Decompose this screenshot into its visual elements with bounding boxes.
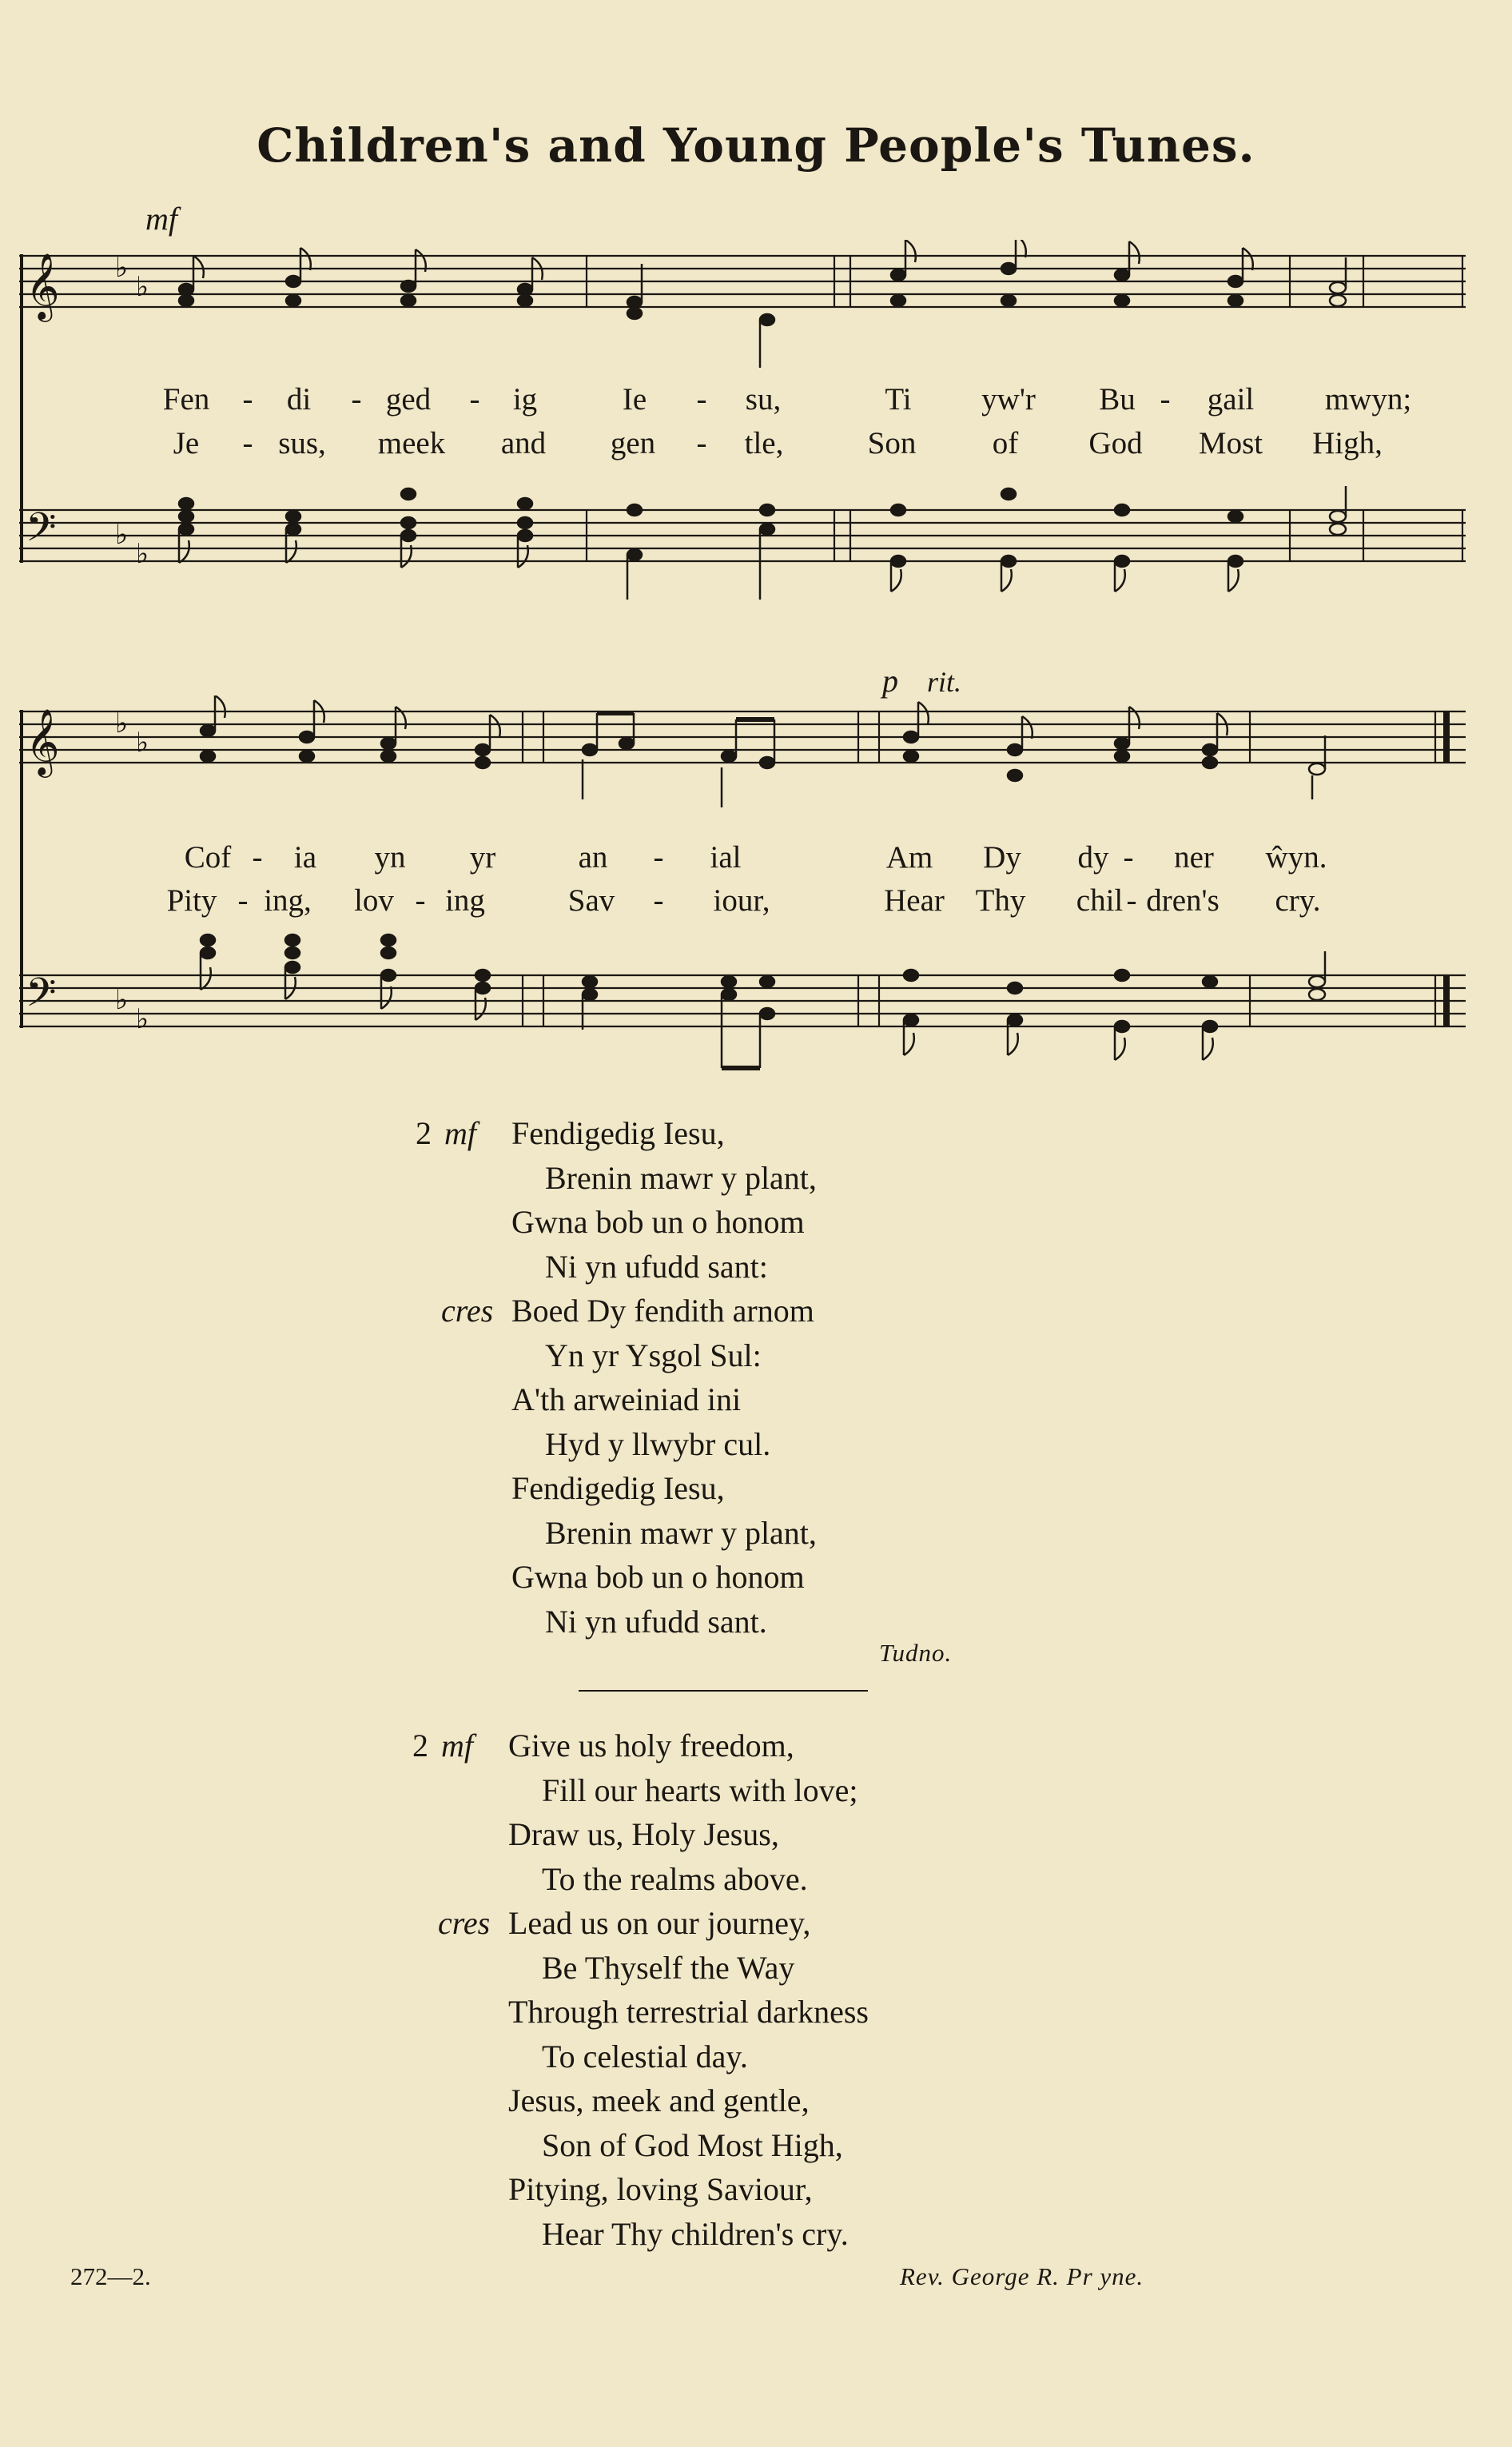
lyric-syllable: tle, (744, 426, 784, 460)
page-reference: 272—2. (70, 2262, 151, 2290)
verse-line (416, 1111, 817, 1156)
cres-marking: cres (438, 1905, 491, 1941)
lyric-hyphen: - (1126, 883, 1137, 918)
verse-author: Rev. George R. Pr yne. (900, 2262, 1144, 2290)
dynamic-marking: p (882, 663, 898, 699)
lyric-syllable: lov (354, 883, 394, 918)
lyric-syllable: Most (1198, 426, 1263, 460)
lyric-syllable: Pity (166, 883, 217, 918)
lyric-syllable: ia (293, 840, 317, 875)
svg-text:𝄢: 𝄢 (26, 970, 57, 1026)
lyric-syllable: ner (1174, 840, 1214, 875)
svg-text:♭: ♭ (115, 984, 129, 1016)
lyric-syllable: iour, (713, 883, 770, 918)
verse-author: Tudno. (879, 1639, 953, 1667)
svg-text:♭: ♭ (115, 707, 129, 739)
lyric-syllable: Hear (884, 883, 945, 918)
verse-line-text: Boed Dy fendith arnom (511, 1293, 814, 1329)
tempo-marking: rit. (927, 666, 962, 698)
svg-text:𝄞: 𝄞 (26, 252, 60, 319)
verse-line: To the realms above. (542, 1860, 808, 1897)
verse-line: Jesus, meek and gentle, (508, 2082, 810, 2118)
music-system-1 (19, 240, 1466, 600)
lyric-syllable: God (1088, 426, 1143, 460)
lyric-syllable: di (286, 382, 312, 416)
lyric-syllable: cry. (1275, 883, 1321, 918)
lyric-syllable: of (992, 426, 1019, 460)
lyric-syllable: meek (377, 426, 446, 460)
lyric-syllable: an (578, 840, 608, 875)
svg-text:♭: ♭ (115, 519, 129, 551)
lyric-syllable: gail (1207, 382, 1255, 416)
verse-line: Gwna bob un o honom (511, 1204, 805, 1240)
lyric-hyphen: - (415, 883, 426, 918)
verse-line: Yn yr Ysgol Sul: (545, 1337, 762, 1373)
verse-line: Son of God Most High, (542, 2126, 843, 2163)
lyric-syllable: Ie (622, 382, 647, 416)
lyric-syllable: dren's (1146, 883, 1220, 918)
lyric-syllable: Dy (983, 840, 1021, 875)
verse-line: Pitying, loving Saviour, (508, 2171, 813, 2207)
lyric-hyphen: - (242, 426, 253, 460)
lyric-syllable: High, (1312, 426, 1383, 460)
verse-number: 2 (416, 1115, 432, 1151)
verse-english (412, 1724, 869, 2256)
verse-line: Gwna bob un o honom (511, 1559, 805, 1595)
lyric-hyphen: - (252, 840, 263, 875)
lyric-syllable: Fen (162, 382, 210, 416)
lyric-syllable: Je (173, 426, 200, 460)
music-staff-svg-1 (19, 240, 1466, 600)
verse-line-text: Lead us on our journey, (508, 1905, 811, 1941)
page-title: Children's and Young People's Tunes. (257, 118, 1255, 173)
verse-line-text: Give us holy freedom, (508, 1728, 794, 1764)
lyric-syllable: ŵyn. (1265, 840, 1327, 875)
verse-line (438, 1901, 869, 1946)
lyric-syllable: Thy (975, 883, 1026, 918)
lyric-hyphen: - (653, 883, 664, 918)
lyric-syllable: ged (385, 382, 432, 416)
verse-number: 2 (412, 1728, 428, 1764)
lyric-syllable: sus, (278, 426, 326, 460)
verse-line: Fill our hearts with love; (542, 1771, 858, 1808)
verse-line: To celestial day. (542, 2038, 748, 2074)
verse-line: Brenin mawr y plant, (545, 1159, 817, 1196)
lyric-syllable: dy (1077, 840, 1109, 875)
svg-text:𝄞: 𝄞 (26, 707, 60, 775)
lyric-syllable: Sav (567, 883, 615, 918)
lyric-syllable: ig (512, 382, 538, 416)
dynamic-marking: mf (444, 1115, 476, 1151)
dynamic-marking: mf (145, 201, 177, 237)
lyric-syllable: yn (374, 840, 406, 875)
lyric-syllable: yr (469, 840, 496, 875)
verse-line: Ni yn ufudd sant: (545, 1248, 768, 1285)
lyric-syllable: ial (710, 840, 742, 875)
lyric-syllable: Bu (1099, 382, 1136, 416)
verse-line (441, 1289, 817, 1333)
svg-text:♭: ♭ (136, 538, 149, 570)
lyric-hyphen: - (696, 426, 707, 460)
dynamic-marking: mf (441, 1728, 473, 1764)
lyric-syllable: mwyn; (1324, 382, 1412, 416)
verse-welsh (416, 1111, 817, 1644)
verse-line: Ni yn ufudd sant. (545, 1603, 767, 1640)
svg-text:𝄢: 𝄢 (26, 504, 57, 560)
lyric-syllable: chil (1076, 883, 1124, 918)
verse-line (412, 1724, 869, 1768)
lyric-hyphen: - (469, 382, 480, 416)
verse-line: Be Thyself the Way (542, 1949, 795, 1986)
cres-marking: cres (441, 1293, 494, 1329)
lyric-hyphen: - (237, 883, 249, 918)
lyric-hyphen: - (653, 840, 664, 875)
lyric-hyphen: - (242, 382, 253, 416)
lyric-syllable: su, (745, 382, 782, 416)
svg-text:♭: ♭ (136, 271, 149, 303)
lyric-syllable: ing (445, 883, 485, 918)
lyric-syllable: yw'r (981, 382, 1036, 416)
verse-line-text: Fendigedig Iesu, (511, 1115, 725, 1151)
lyric-hyphen: - (696, 382, 707, 416)
verse-line: Through terrestrial darkness (508, 1994, 869, 2030)
lyric-hyphen: - (1123, 840, 1134, 875)
verse-line: Hyd y llwybr cul. (545, 1425, 771, 1462)
verse-line: Hear Thy children's cry. (542, 2215, 849, 2252)
lyric-hyphen: - (1160, 382, 1171, 416)
section-divider (579, 1690, 868, 1692)
verse-line: A'th arweiniad ini (511, 1381, 742, 1417)
lyric-hyphen: - (351, 382, 362, 416)
lyric-syllable: Am (885, 840, 933, 875)
lyric-syllable: and (500, 426, 547, 460)
lyric-syllable: Cof (184, 840, 232, 875)
lyric-syllable: ing, (264, 883, 312, 918)
verse-line: Draw us, Holy Jesus, (508, 1816, 779, 1852)
svg-text:♭: ♭ (115, 252, 129, 284)
svg-text:♭: ♭ (136, 727, 149, 759)
verse-line: Brenin mawr y plant, (545, 1514, 817, 1551)
verse-line: Fendigedig Iesu, (511, 1470, 725, 1506)
lyric-syllable: Ti (885, 382, 912, 416)
lyric-syllable: gen (610, 426, 656, 460)
svg-text:♭: ♭ (136, 1003, 149, 1035)
lyric-syllable: Son (867, 426, 917, 460)
